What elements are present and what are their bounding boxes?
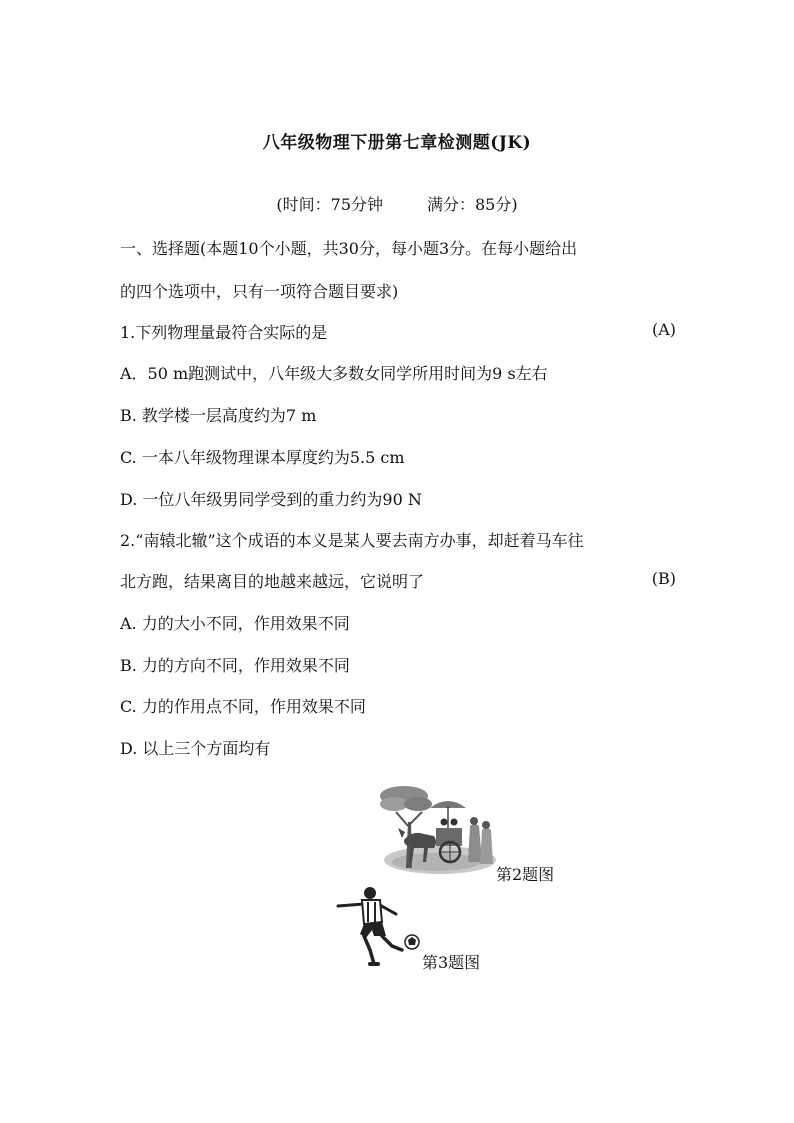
question-2-option-a: A. 力的大小不同，作用效果不同: [120, 614, 350, 633]
question-2-option-d: D. 以上三个方面均有: [120, 739, 271, 758]
question-2-stem-line-1: 2.“南辕北辙”这个成语的本义是某人要去南方办事，却赶着马车往: [120, 531, 584, 550]
question-2-option-b: B. 力的方向不同，作用效果不同: [120, 656, 350, 675]
exam-score: 满分：85分): [427, 195, 518, 214]
figure-3-caption: 第3题图: [422, 953, 481, 972]
question-1-option-a: A．50 m跑测试中，八年级大多数女同学所用时间为9 s左右: [120, 364, 548, 383]
section-heading-line-2: 的四个选项中，只有一项符合题目要求): [120, 282, 399, 301]
question-2-answer: (B): [651, 569, 676, 588]
section-heading-line-1: 一、选择题(本题10个小题，共30分，每小题3分。在每小题给出: [120, 239, 578, 258]
question-1-answer: (A): [651, 320, 676, 339]
question-1-option-b: B. 教学楼一层高度约为7 m: [120, 406, 317, 425]
question-1-stem: 1.下列物理量最符合实际的是: [120, 323, 328, 342]
horse-carriage-illustration: [378, 782, 496, 876]
question-2-stem-line-2: 北方跑，结果离目的地越来越远，它说明了: [120, 572, 425, 591]
question-1-option-d: D. 一位八年级男同学受到的重力约为90 N: [120, 490, 422, 509]
question-1-option-c: C. 一本八年级物理课本厚度约为5.5 cm: [120, 448, 405, 467]
soccer-player-illustration: [330, 884, 422, 970]
exam-time: (时间：75分钟: [276, 195, 383, 214]
page-title: 八年级物理下册第七章检测题(JK): [262, 133, 532, 153]
figure-2-caption: 第2题图: [496, 865, 555, 884]
question-2-option-c: C. 力的作用点不同，作用效果不同: [120, 697, 366, 716]
exam-info: [0, 192, 794, 215]
